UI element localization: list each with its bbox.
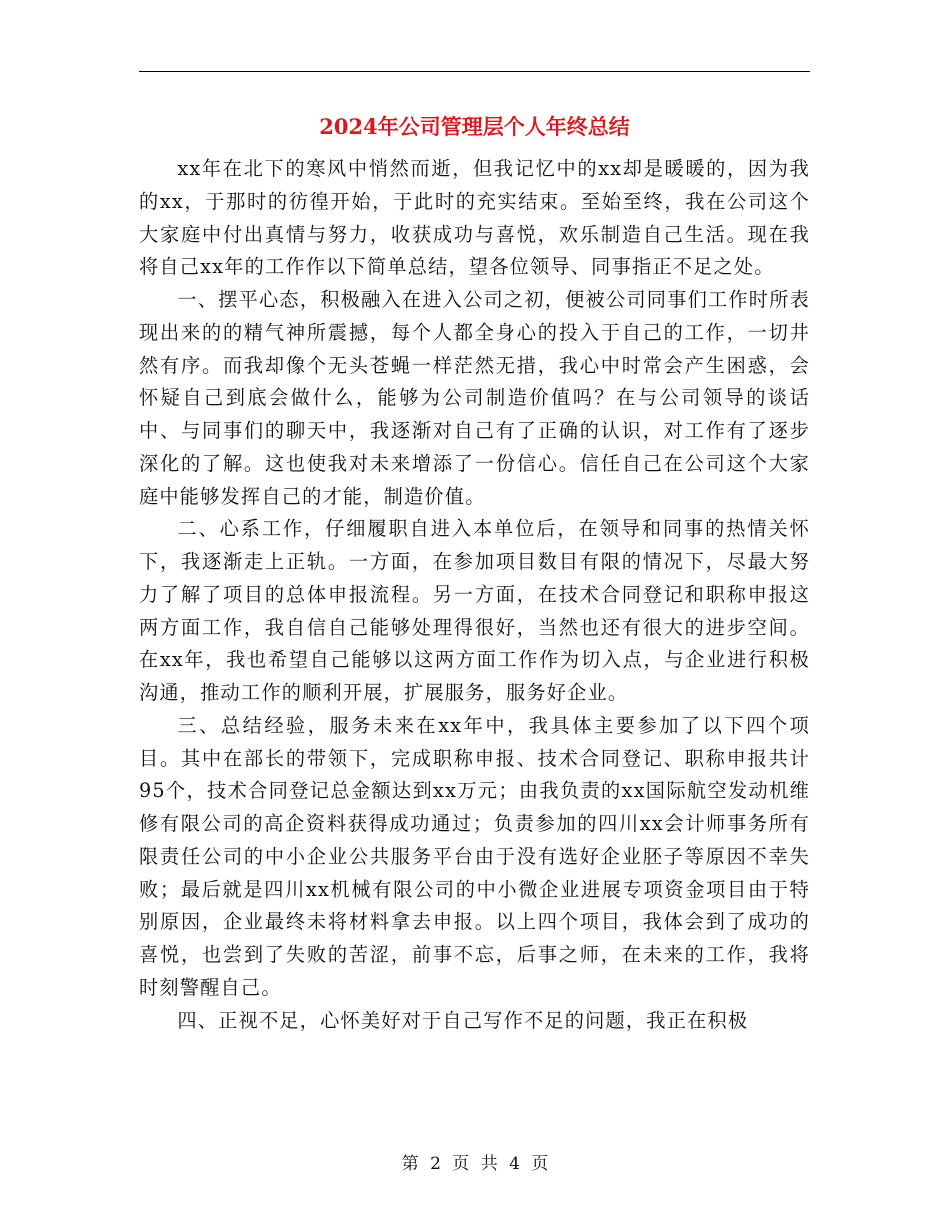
document-body xyxy=(139,153,810,1037)
paragraph-section-1: 一、摆平心态，积极融入在进入公司之初，便被公司同事们工作时所表现出来的的精气神所震撼，每个人都全身心的投入于自己的工作，一切井然有序。而我却像个无头苍蝇一样茫然无措，我心中时常会产生困惑，会怀疑自己到底会做什么，能够为公司制造价值吗？在与公司领导的谈话中、与同事们的聊天中，我逐渐对自己有了正确的认识，对工作有了逐步深化的了解。这也使我对未来增添了一份信心。信任自己在公司这个大家庭中能够发挥自己的才能，制造价值。 xyxy=(139,288,810,508)
paragraph-intro: xx年在北下的寒风中悄然而逝，但我记忆中的xx却是暖暖的，因为我的xx，于那时的彷徨开始，于此时的充实结束。至始至终，我在公司这个大家庭中付出真情与努力，收获成功与喜悦，欢乐制造自己生活。现在我将自己xx年的工作作以下简单总结，望各位领导、同事指正不足之处。 xyxy=(139,157,810,279)
paragraph-section-4: 四、正视不足，心怀美好对于自己写作不足的问题，我正在积极 xyxy=(177,1008,749,1032)
paragraph-section-3: 三、总结经验，服务未来在xx年中，我具体主要参加了以下四个项目。其中在部长的带领下，完成职称申报、技术合同登记、职称申报共计95个，技术合同登记总金额达到xx万元；由我负责的xx国际航空发动机维修有限公司的高企资料获得成功通过；负责参加的四川xx会计师事务所有限责任公司的中小企业公共服务平台由于没有选好企业胚子等原因不幸失败；最后就是四川xx机械有限公司的中小微企业进展专项资金项目由于特别原因，企业最终未将材料拿去申报。以上四个项目，我体会到了成功的喜悦，也尝到了失败的苦涩，前事不忘，后事之师，在未来的工作，我将时刻警醒自己。 xyxy=(139,713,810,999)
header-rule xyxy=(139,71,810,72)
page-number-footer: 第 2 页 共 4 页 xyxy=(401,1154,549,1174)
document-title: 2024年公司管理层个人年终总结 xyxy=(319,114,630,139)
paragraph-section-2: 二、心系工作，仔细履职自进入本单位后，在领导和同事的热情关怀下，我逐渐走上正轨。一方面，在参加项目数目有限的情况下，尽最大努力了解了项目的总体申报流程。另一方面，在技术合同登记和职称申报这两方面工作，我自信自己能够处理得很好，当然也还有很大的进步空间。在xx年，我也希望自己能够以这两方面工作作为切入点，与企业进行积极沟通，推动工作的顺利开展，扩展服务，服务好企业。 xyxy=(139,517,810,704)
